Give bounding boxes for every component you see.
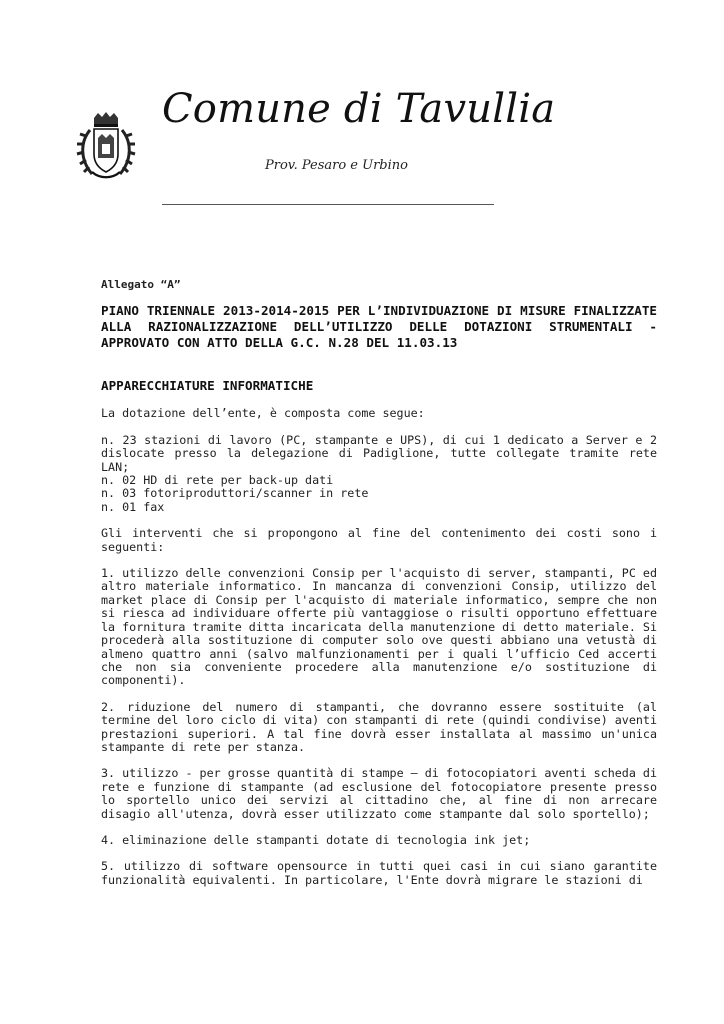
equipment-list <box>101 434 657 514</box>
intervention-point-5: 5. utilizzo di software opensource in tutti quei casi in cui siano garantite funzionalità equivalenti. In particolare, l'Ente dovrà migrare le stazioni di <box>101 859 657 887</box>
document-body <box>101 278 657 900</box>
intervention-point-2: 2. riduzione del numero di stampanti, che dovranno essere sostituite (al termine del loro ciclo di vita) con stampanti di rete (quindi condivise) aventi prestazioni superiori. A tal fine dovrà esser installata al massimo un'unica stampante di rete per stanza. <box>101 699 657 754</box>
header-divider <box>162 204 494 205</box>
intro-paragraph: La dotazione dell’ente, è composta come segue: <box>101 406 425 421</box>
document-heading: PIANO TRIENNALE 2013-2014-2015 PER L’INDIVIDUAZIONE DI MISURE FINALIZZATE ALLA RAZIONALIZZAZIONE DELL’UTILIZZO DELLE DOTAZIONI STRUMENTALI - APPROVATO CON ATTO DELLA G.C. N.28 DEL 11.03.13 <box>101 303 657 351</box>
equipment-item: n. 03 fotoriproduttori/scanner in rete <box>101 486 369 501</box>
intervention-point-3: 3. utilizzo - per grosse quantità di stampe – di fotocopiatori aventi scheda di rete e funzione di stampante (ad esclusione del fotocopiatore presente presso lo sportello unico dei servizi al cittadino che, al fine di non arrecare disagio all'utenza, dovrà esser utilizzato come stampante dal solo sportello); <box>101 766 657 821</box>
intervention-point-4: 4. eliminazione delle stampanti dotate di tecnologia ink jet; <box>101 832 531 847</box>
equipment-item: n. 23 stazioni di lavoro (PC, stampante e UPS), di cui 1 dedicato a Server e 2 dislocate presso la delegazione di Padiglione, tutte collegate tramite rete LAN; <box>101 432 657 474</box>
municipality-title: Comune di Tavullia <box>162 86 556 132</box>
intervention-point-1: 1. utilizzo delle convenzioni Consip per l'acquisto di server, stampanti, PC ed altro materiale informatico. In mancanza di convenzioni Consip, utilizzo del market place di Consip per l'acquisto di materiale informatico, sempre che non si riesca ad individuare offerte più vantaggiose o risulti opportuno effettuare la fornitura tramite ditta incaricata della manutenzione di detto materiale. Si procederà alla sostituzione di computer solo ove questi abbiano una vetustà di almeno quattro anni (salvo malfunzionamenti per i quali l’ufficio Ced accerti che non sia conveniente procedere alla manutenzione e/o sostituzione di componenti). <box>101 566 657 688</box>
attachment-label: Allegato “A” <box>101 278 181 291</box>
section-title: APPARECCHIATURE INFORMATICHE <box>101 378 314 394</box>
province-subtitle: Prov. Pesaro e Urbino <box>265 158 408 173</box>
equipment-item: n. 01 fax <box>101 499 165 514</box>
equipment-item: n. 02 HD di rete per back-up dati <box>101 473 334 488</box>
municipal-crest-icon <box>76 112 136 182</box>
interventions-intro: Gli interventi che si propongono al fine del contenimento dei costi sono i seguenti: <box>101 526 657 554</box>
